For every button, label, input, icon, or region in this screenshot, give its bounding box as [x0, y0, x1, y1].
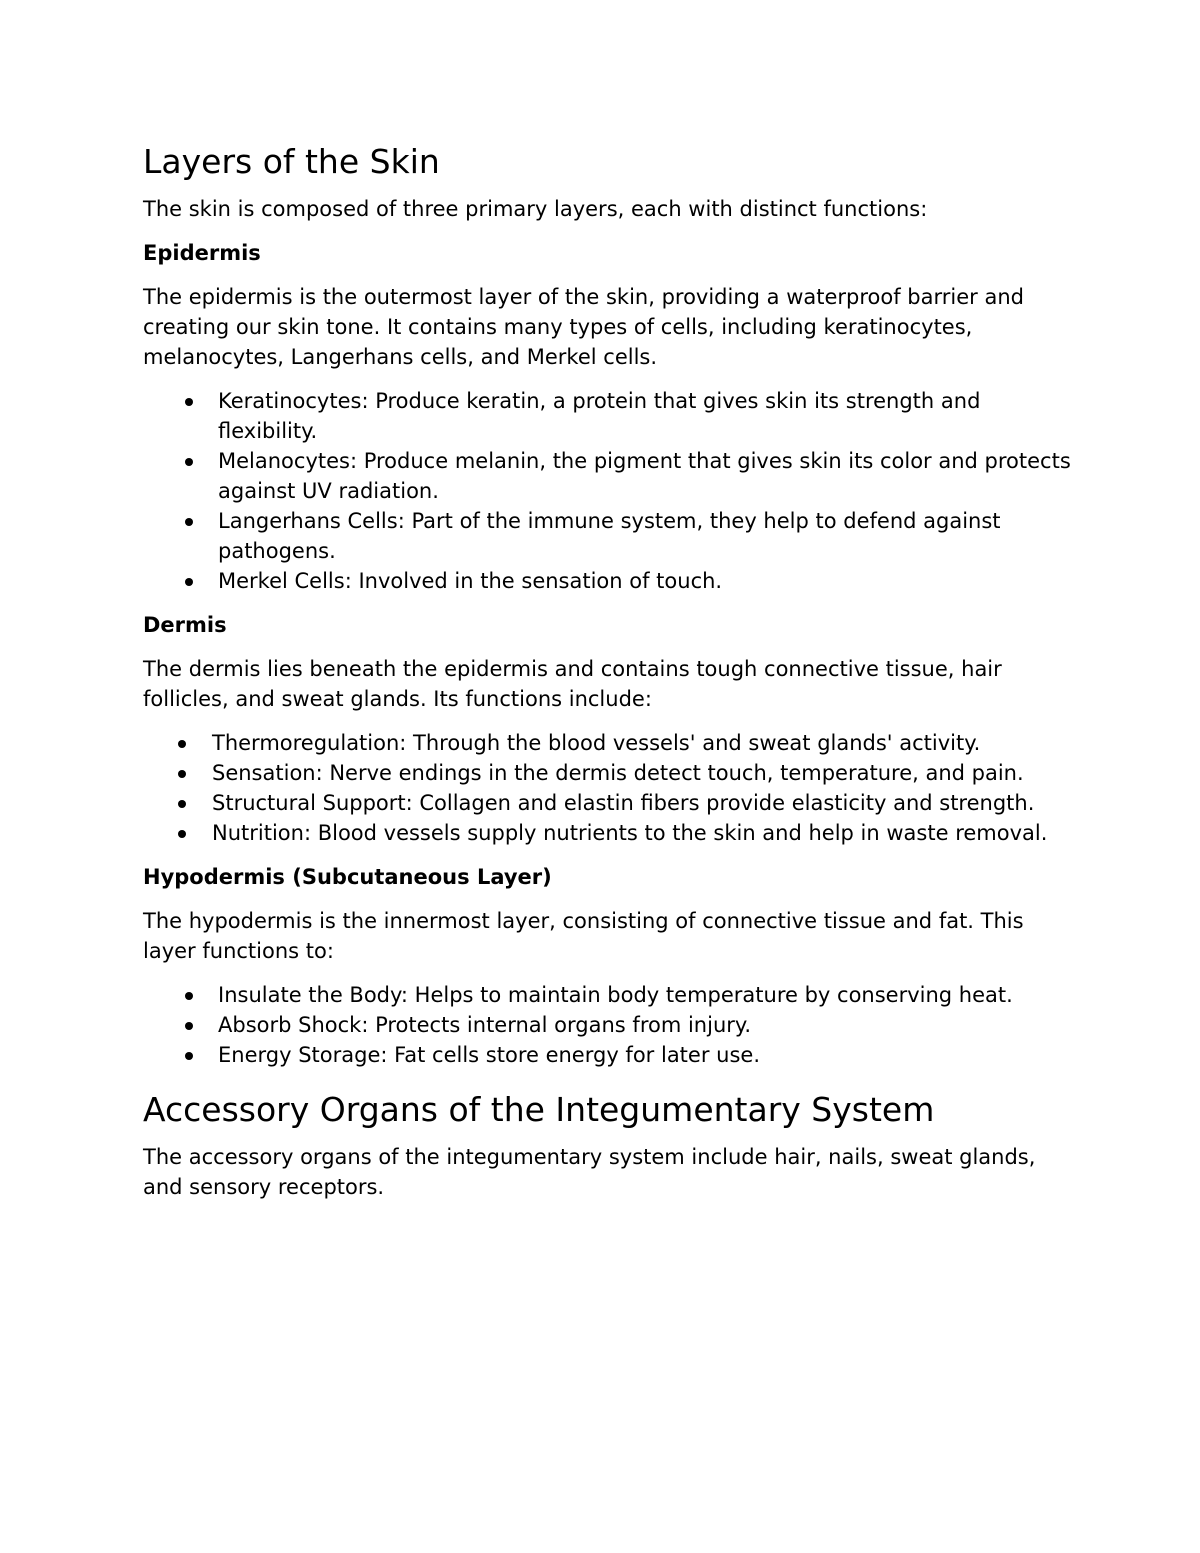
bullet-icon [185, 1052, 193, 1060]
list-item-text: Absorb Shock: Protects internal organs from injury. [218, 1013, 751, 1037]
dermis-heading: Dermis [143, 613, 227, 637]
list-item-text: Langerhans Cells: Part of the immune system, they help to defend against pathogens. [218, 509, 1001, 563]
bullet-icon [178, 800, 186, 808]
list-item-text: Energy Storage: Fat cells store energy for later use. [218, 1043, 760, 1067]
list-item-text: Insulate the Body: Helps to maintain body temperature by conserving heat. [218, 983, 1013, 1007]
list-item-text: Melanocytes: Produce melanin, the pigment that gives skin its color and protects against UV radiation. [218, 449, 1071, 503]
bullet-icon [178, 770, 186, 778]
hypodermis-paragraph: The hypodermis is the innermost layer, consisting of connective tissue and fat. This layer functions to: [143, 909, 1024, 963]
layers-intro-paragraph: The skin is composed of three primary layers, each with distinct functions: [143, 197, 928, 221]
list-item [143, 728, 1073, 758]
dermis-function-list [143, 728, 1073, 848]
list-item [143, 980, 1073, 1010]
bullet-icon [178, 830, 186, 838]
bullet-icon [185, 398, 193, 406]
list-item-text: Structural Support: Collagen and elastin fibers provide elasticity and strength. [212, 791, 1035, 815]
hypodermis-heading: Hypodermis (Subcutaneous Layer) [143, 865, 552, 889]
list-item-text: Sensation: Nerve endings in the dermis detect touch, temperature, and pain. [212, 761, 1024, 785]
list-item-text: Thermoregulation: Through the blood vessels' and sweat glands' activity. [212, 731, 981, 755]
list-item [143, 788, 1073, 818]
list-item-text: Nutrition: Blood vessels supply nutrients to the skin and help in waste removal. [212, 821, 1048, 845]
dermis-paragraph: The dermis lies beneath the epidermis and contains tough connective tissue, hair follicles, and sweat glands. Its functions include: [143, 657, 1002, 711]
hypodermis-function-list [143, 980, 1073, 1070]
list-item-text: Merkel Cells: Involved in the sensation of touch. [218, 569, 723, 593]
bullet-icon [185, 1022, 193, 1030]
accessory-organs-paragraph: The accessory organs of the integumentary system include hair, nails, sweat glands, and sensory receptors. [143, 1145, 1036, 1199]
list-item [143, 566, 1073, 596]
list-item [143, 1010, 1073, 1040]
bullet-icon [178, 740, 186, 748]
list-item [143, 818, 1073, 848]
bullet-icon [185, 992, 193, 1000]
bullet-icon [185, 578, 193, 586]
epidermis-cell-list [143, 386, 1073, 596]
list-item-text: Keratinocytes: Produce keratin, a protein that gives skin its strength and flexibility. [218, 389, 981, 443]
list-item [143, 506, 1073, 566]
section-title-layers-of-skin: Layers of the Skin [143, 142, 440, 181]
list-item [143, 446, 1073, 506]
section-title-accessory-organs: Accessory Organs of the Integumentary System [143, 1090, 935, 1129]
epidermis-heading: Epidermis [143, 241, 261, 265]
bullet-icon [185, 458, 193, 466]
bullet-icon [185, 518, 193, 526]
epidermis-paragraph: The epidermis is the outermost layer of the skin, providing a waterproof barrier and creating our skin tone. It contains many types of cells, including keratinocytes, melanocytes, Langerhans cells, and Merkel cells. [143, 285, 1024, 369]
list-item [143, 758, 1073, 788]
document-page [143, 140, 1073, 1216]
list-item [143, 1040, 1073, 1070]
list-item [143, 386, 1073, 446]
